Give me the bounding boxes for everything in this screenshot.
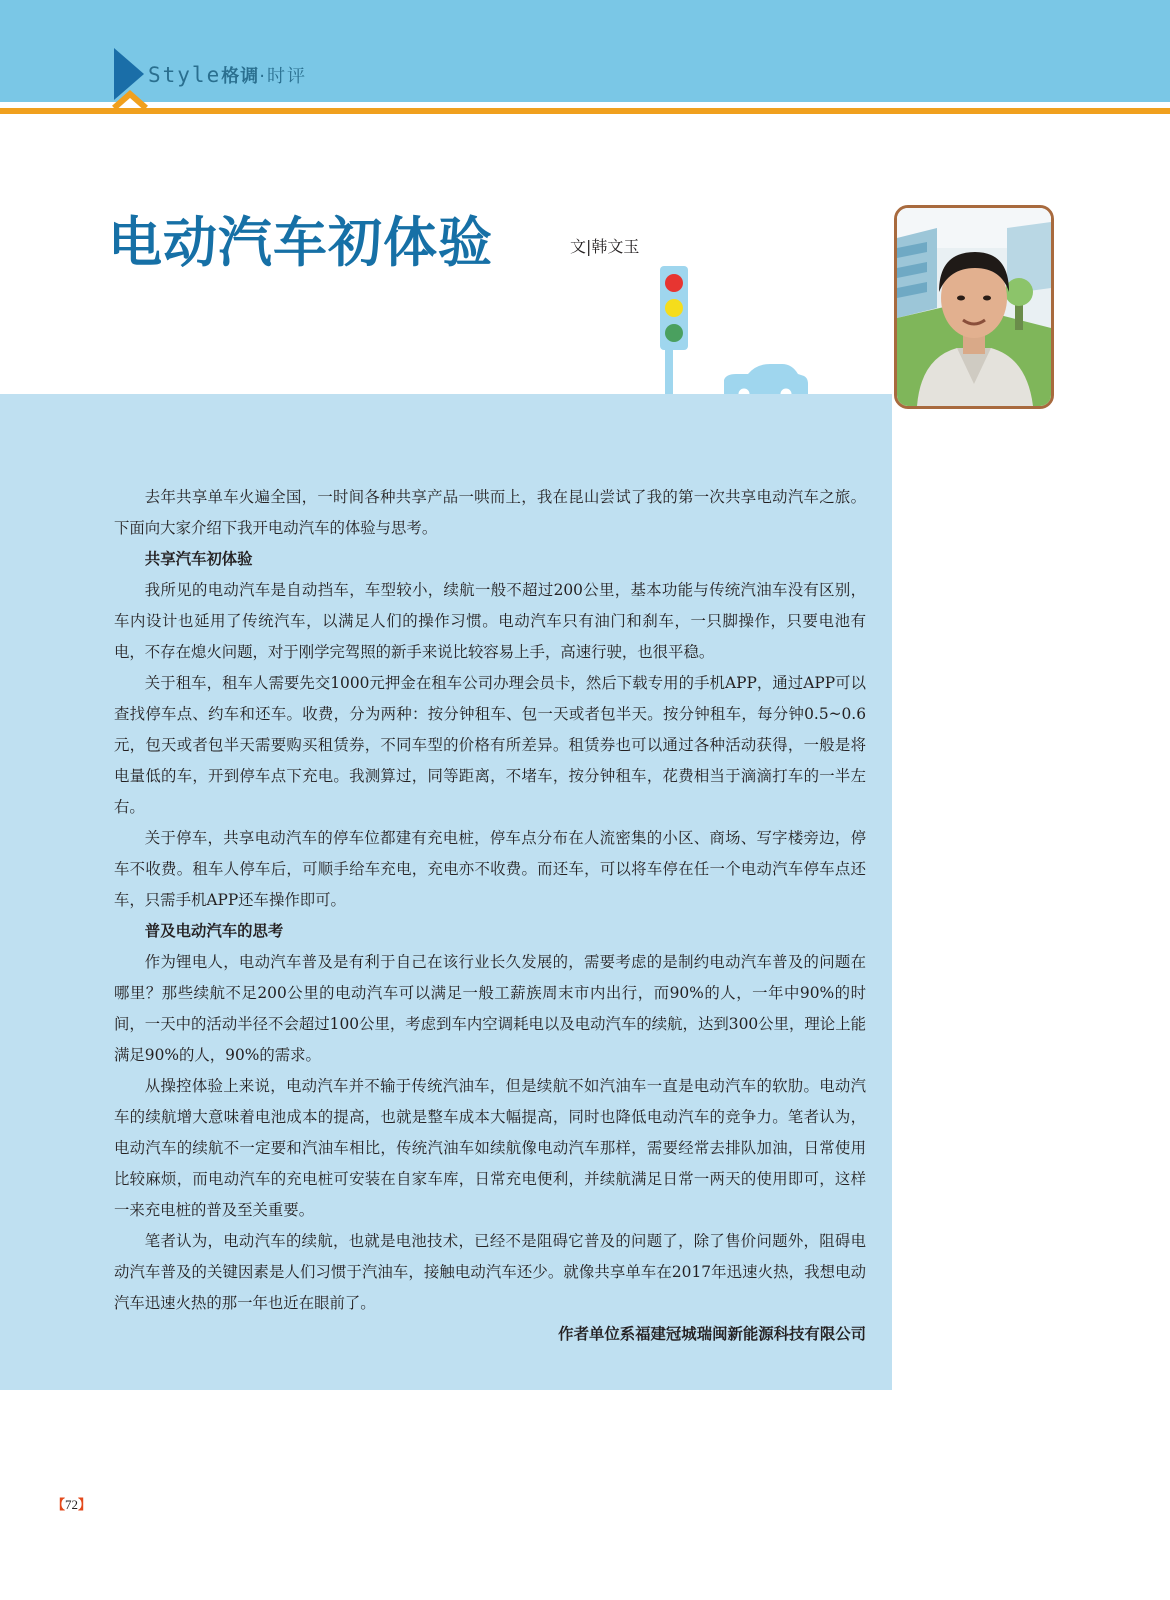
section-heading: 普及电动汽车的思考 bbox=[144, 922, 284, 940]
body-paragraph: 作为锂电人，电动汽车普及是有利于自己在该行业长久发展的，需要考虑的是制约电动汽车普及的问题在哪里？那些续航不足200公里的电动汽车可以满足一般工薪族周末市内出行，而90%的人，一年中90%的时间，一天中的活动半径不会超过100公里，考虑到车内空调耗电以及电动汽车的续航，达到300公里，理论上能满足90%的人，90%的需求。 bbox=[114, 953, 866, 1064]
body-paragraph: 从操控体验上来说，电动汽车并不输于传统汽油车，但是续航不如汽油车一直是电动汽车的软肋。电动汽车的续航增大意味着电池成本的提高，也就是整车成本大幅提高，同时也降低电动汽车的竞争力。笔者认为，电动汽车的续航不一定要和汽油车相比，传统汽油车如续航像电动汽车那样，需要经常去排队加油，日常使用比较麻烦，而电动汽车的充电桩可安装在自家车库，日常充电便利，并续航满足日常一两天的使用即可，这样一来充电桩的普及至关重要。 bbox=[114, 1077, 866, 1219]
yellow-light bbox=[665, 299, 683, 317]
body-paragraph: 关于租车，租车人需要先交1000元押金在租车公司办理会员卡，然后下载专用的手机APP，通过APP可以查找停车点、约车和还车。收费，分为两种：按分钟租车、包一天或者包半天。按分钟租车，每分钟0.5~0.6元，包天或者包半天需要购买租赁券，不同车型的价格有所差异。租赁券也可以通过各种活动获得，一般是将电量低的车，开到停车点下充电。我测算过，同等距离，不堵车，按分钟租车，花费相当于滴滴打车的一半左右。 bbox=[114, 674, 866, 816]
red-light bbox=[665, 274, 683, 292]
page-bracket-open: 【 bbox=[52, 1497, 66, 1512]
page-number bbox=[52, 1494, 91, 1513]
section-separator: · bbox=[259, 66, 267, 87]
header-notch-decoration bbox=[0, 0, 1170, 120]
section-label bbox=[148, 62, 307, 92]
body-paragraph: 关于停车，共享电动汽车的停车位都建有充电桩，停车点分布在人流密集的小区、商场、写字楼旁边，停车不收费。租车人停车后，可顺手给车充电，充电亦不收费。而还车，可以将车停在任一个电动汽车停车点还车，只需手机APP还车操作即可。 bbox=[114, 829, 866, 909]
section-heading: 共享汽车初体验 bbox=[144, 550, 253, 568]
byline: 文|韩文玉 bbox=[570, 237, 640, 256]
article-title: 电动汽车初体验 bbox=[108, 211, 493, 274]
portrait-illustration bbox=[897, 208, 1051, 406]
author-photo bbox=[894, 205, 1054, 409]
page-number-value: 72 bbox=[65, 1497, 79, 1512]
green-light bbox=[665, 324, 683, 342]
article-body bbox=[114, 482, 866, 1350]
subsection-label: 时评 bbox=[266, 66, 307, 87]
author-affiliation: 作者单位系福建冠城瑞闽新能源科技有限公司 bbox=[558, 1325, 866, 1343]
play-arrow-icon bbox=[114, 48, 144, 100]
intro-paragraph: 去年共享单车火遍全国，一时间各种共享产品一哄而上，我在昆山尝试了我的第一次共享电动汽车之旅。下面向大家介绍下我开电动汽车的体验与思考。 bbox=[114, 488, 866, 537]
traffic-light-icon bbox=[660, 266, 688, 350]
body-paragraph: 我所见的电动汽车是自动挡车，车型较小，续航一般不超过200公里，基本功能与传统汽油车没有区别，车内设计也延用了传统汽车，以满足人们的操作习惯。电动汽车只有油门和刹车，一只脚操作，只要电池有电，不存在熄火问题，对于刚学完驾照的新手来说比较容易上手，高速行驶，也很平稳。 bbox=[114, 581, 866, 661]
section-en: Style bbox=[148, 63, 222, 87]
page-bracket-close: 】 bbox=[78, 1497, 92, 1512]
body-paragraph: 笔者认为，电动汽车的续航，也就是电池技术，已经不是阻碍它普及的问题了，除了售价问题外，阻碍电动汽车普及的关键因素是人们习惯于汽油车，接触电动汽车还少。就像共享单车在2017年迅速火热，我想电动汽车迅速火热的那一年也近在眼前了。 bbox=[114, 1232, 866, 1312]
section-cn: 格调 bbox=[221, 66, 260, 87]
